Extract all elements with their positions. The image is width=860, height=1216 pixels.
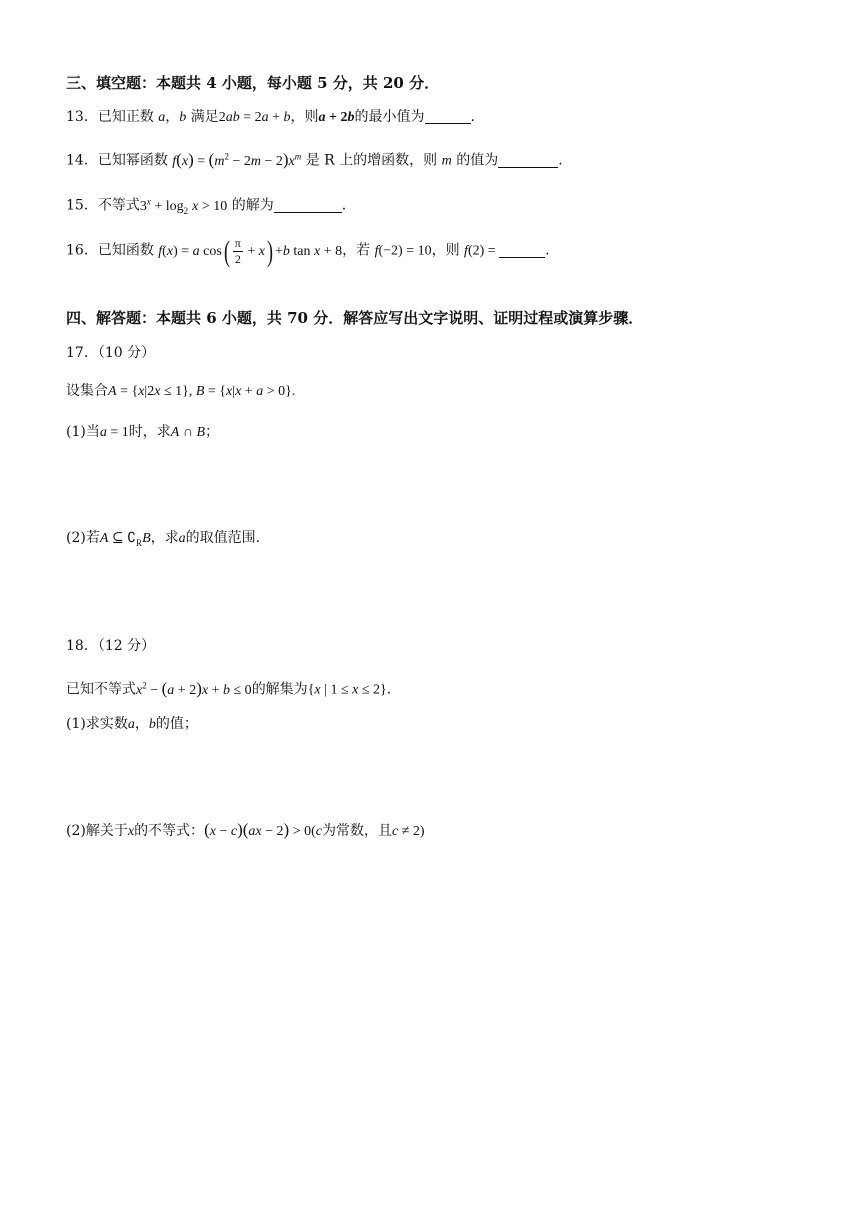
q18-part2-prefix: (2)解关于 bbox=[66, 823, 128, 839]
q16-condition: f(−2) = 10 bbox=[374, 243, 432, 259]
q17-part2-var: a bbox=[178, 531, 186, 546]
section-3-heading: 三、填空题：本题共 4 小题，每小题 5 分，共 20 分． bbox=[66, 74, 440, 92]
q13-answer-blank bbox=[425, 109, 471, 124]
q14-answer-blank bbox=[498, 153, 558, 168]
q13-mid2: ，则 bbox=[290, 109, 319, 125]
q14-end: . bbox=[558, 152, 563, 169]
q18-part-2 bbox=[66, 820, 425, 842]
q17-part1-mid: 时，求 bbox=[128, 424, 171, 440]
q13-condition: 2ab = 2a + b bbox=[218, 110, 291, 125]
q18-stem-mid: 的解集为 bbox=[251, 681, 308, 698]
q18-part2-condition: c ≠ 2) bbox=[392, 824, 425, 839]
q17-part2-mid: ，求 bbox=[150, 530, 179, 546]
q17-part2-prefix: (2)若 bbox=[66, 530, 100, 546]
q17-part2-end: 的取值范围. bbox=[185, 530, 261, 546]
q18-var-a: a bbox=[127, 717, 135, 732]
section-4-heading: 四、解答题：本题共 6 小题，共 70 分．解答应写出文字说明、证明过程或演算步骤． bbox=[66, 309, 644, 327]
q18-part-1 bbox=[66, 714, 198, 735]
q17-part2-cond: A ⊆ $∁_RB$ bbox=[99, 531, 151, 548]
q18-inequality: $x^2 - (a + 2)x + b \le 0$ bbox=[136, 678, 252, 698]
q17-stem-text: 设集合 bbox=[66, 383, 108, 399]
q15-answer-blank bbox=[274, 198, 342, 213]
q17-part1-prefix: (1)当 bbox=[66, 424, 100, 440]
q18-part1-end: 的值； bbox=[155, 716, 198, 732]
q15-inequality: $3^x + \log_2 x > 10$ bbox=[139, 196, 228, 216]
q18-part1-mid: ， bbox=[134, 716, 149, 732]
q18-part2-inequality: (x − c)(ax − 2) > 0(c bbox=[204, 820, 322, 839]
q18-part2-paren-mid: 为常数，且 bbox=[322, 823, 392, 839]
q18-part1-prefix: (1)求实数 bbox=[66, 716, 128, 732]
q18-stem-end: . bbox=[386, 681, 392, 698]
q13-expression: a + 2b bbox=[318, 110, 355, 125]
question-15 bbox=[66, 191, 346, 220]
q16-target: f(2) = bbox=[464, 243, 500, 259]
q18-var-x: x bbox=[127, 824, 135, 839]
q17-part1-end: ； bbox=[205, 424, 219, 440]
q16-answer-blank bbox=[499, 243, 545, 258]
q16-mid1: ，若 bbox=[342, 242, 371, 259]
question-14 bbox=[66, 146, 563, 172]
q18-var-b: b bbox=[148, 717, 156, 732]
q17-stem bbox=[66, 381, 295, 402]
q18-number: 18．（12 分） bbox=[66, 638, 156, 654]
q14-mid: 是 R 上的增函数，则 bbox=[305, 152, 438, 169]
q14-var-m: m bbox=[441, 153, 452, 169]
question-16 bbox=[66, 236, 550, 267]
q15-suffix: 的解为 bbox=[231, 197, 274, 214]
q17-sets: A = {x|2x ≤ 1}, B = {x|x + a > 0}. bbox=[108, 384, 296, 399]
q13-suffix: 的最小值为 bbox=[354, 109, 425, 125]
q18-part2-mid: 的不等式： bbox=[134, 823, 205, 839]
q17-part-1 bbox=[66, 422, 219, 443]
q18-solution-set: {x | 1 ≤ x ≤ 2} bbox=[307, 682, 387, 698]
q17-part-2 bbox=[66, 528, 260, 553]
q13-end: . bbox=[470, 109, 475, 125]
q14-prefix: 14．已知幂函数 bbox=[66, 152, 168, 169]
q16-end: . bbox=[545, 242, 550, 259]
question-13: 13．已知正数 a，b 满足2ab = 2a + b，则a + 2b的最小值为 . bbox=[66, 109, 475, 125]
q16-mid2: ，则 bbox=[431, 242, 460, 259]
q14-function: $f(x) = (m^2 - 2m - 2)x^m$ bbox=[172, 149, 302, 169]
q17-part1-cond: a = 1 bbox=[99, 425, 129, 440]
q17-number: 17．（10 分） bbox=[66, 345, 156, 361]
q13-mid1: 满足 bbox=[190, 109, 219, 125]
q14-suffix: 的值为 bbox=[456, 152, 499, 169]
q16-function: f(x) = a cos( $\frac{\pi}{2}$ + x) +b tan x + 8 bbox=[158, 234, 343, 268]
q13-prefix: 13．已知正数 bbox=[66, 109, 154, 125]
q15-end: . bbox=[341, 197, 347, 214]
q18-stem-text: 已知不等式 bbox=[66, 681, 136, 698]
q16-prefix: 16．已知函数 bbox=[66, 242, 154, 259]
q15-prefix: 15．不等式 bbox=[66, 197, 140, 214]
q18-stem bbox=[66, 675, 391, 701]
q13-vars: a bbox=[158, 110, 166, 125]
q17-part1-expr: A ∩ B bbox=[170, 425, 205, 440]
